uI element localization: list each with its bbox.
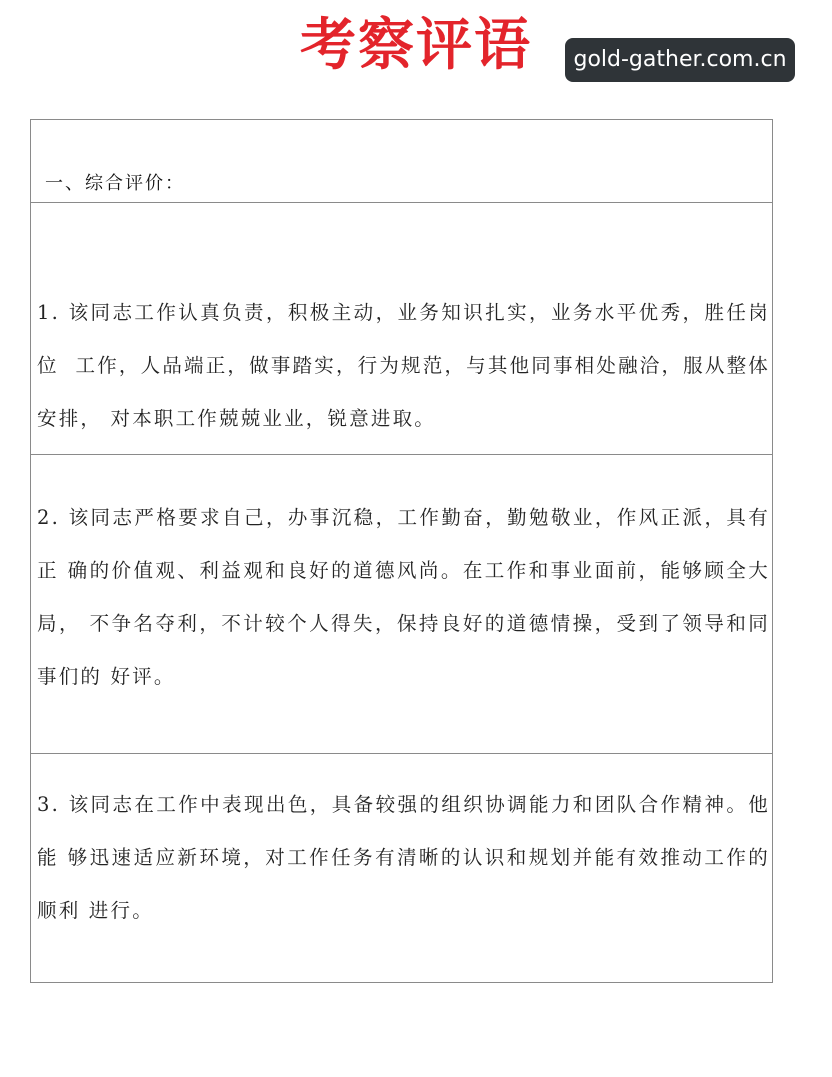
watermark-badge: gold-gather.com.cn: [565, 38, 795, 82]
evaluation-row-2: [31, 454, 772, 753]
page-title: 考察评语: [300, 13, 532, 78]
evaluation-row-3: [31, 753, 772, 984]
evaluation-paragraph-3: 3. 该同志在工作中表现出色，具备较强的组织协调能力和团队合作精神。他能 够迅速适应新环境，对工作任务有清晰的认识和规划并能有效推动工作的顺利 进行。: [37, 793, 770, 922]
evaluation-row-1: [31, 202, 772, 454]
section-heading: 一、综合评价：: [45, 173, 185, 194]
evaluation-table: [30, 119, 773, 983]
section-heading-row: [31, 120, 772, 202]
evaluation-paragraph-2: 2. 该同志严格要求自己，办事沉稳，工作勤奋，勤勉敬业，作风正派，具有正 确的价值观、利益观和良好的道德风尚。在工作和事业面前，能够顾全大局， 不争名夺利，不计较个人得失，保持良好的道德情操，受到了领导和同事们的 好评。: [37, 506, 770, 688]
evaluation-paragraph-1: 1. 该同志工作认真负责，积极主动，业务知识扎实，业务水平优秀，胜任岗位 工作，人品端正，做事踏实，行为规范，与其他同事相处融洽，服从整体安排， 对本职工作兢兢业业，锐意进取。: [37, 301, 770, 430]
